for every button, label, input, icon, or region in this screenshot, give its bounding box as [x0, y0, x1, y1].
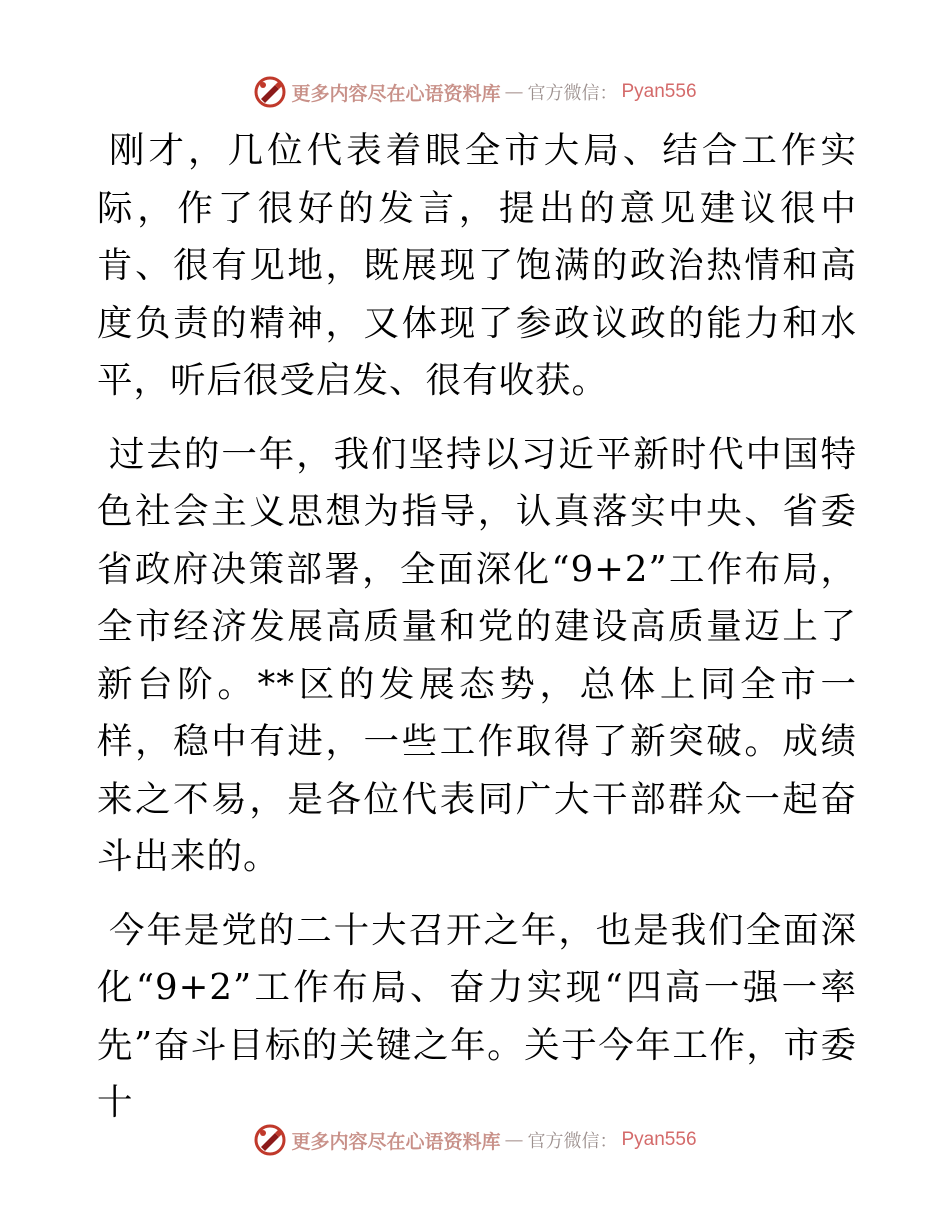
library-logo-icon	[253, 1123, 287, 1157]
watermark-account: Pyan556	[621, 1129, 697, 1150]
watermark-account: Pyan556	[621, 81, 697, 102]
library-logo-icon	[253, 75, 287, 109]
paragraph-1: 刚才，几位代表着眼全市大局、结合工作实际，作了很好的发言，提出的意见建议很中肯、很有见地，既展现了饱满的政治热情和高度负责的精神，又体现了参政议政的能力和水平，听后很受启发、很有收获。	[97, 130, 857, 401]
footer-watermark	[0, 1118, 950, 1162]
document-body	[97, 122, 857, 1148]
paragraph-3: 今年是党的二十大召开之年，也是我们全面深化“9+2”工作布局、奋力实现“四高一强一率先”奋斗目标的关键之年。关于今年工作，市委十	[97, 909, 857, 1123]
watermark-separator: —	[504, 1129, 524, 1151]
header-watermark	[0, 70, 950, 114]
watermark-official: 官方微信：	[527, 83, 618, 104]
paragraph-2: 过去的一年，我们坚持以习近平新时代中国特色社会主义思想为指导，认真落实中央、省委省政府决策部署，全面深化“9+2”工作布局，全市经济发展高质量和党的建设高质量迈上了新台阶。**区的发展态势，总体上同全市一样，稳中有进，一些工作取得了新突破。成绩来之不易，是各位代表同广大干部群众一起奋斗出来的。	[97, 433, 857, 877]
watermark-separator: —	[504, 81, 524, 103]
watermark-official: 官方微信：	[527, 1131, 618, 1152]
watermark-brand: 更多内容尽在心语资料库	[291, 1130, 501, 1153]
watermark-brand: 更多内容尽在心语资料库	[291, 82, 501, 105]
